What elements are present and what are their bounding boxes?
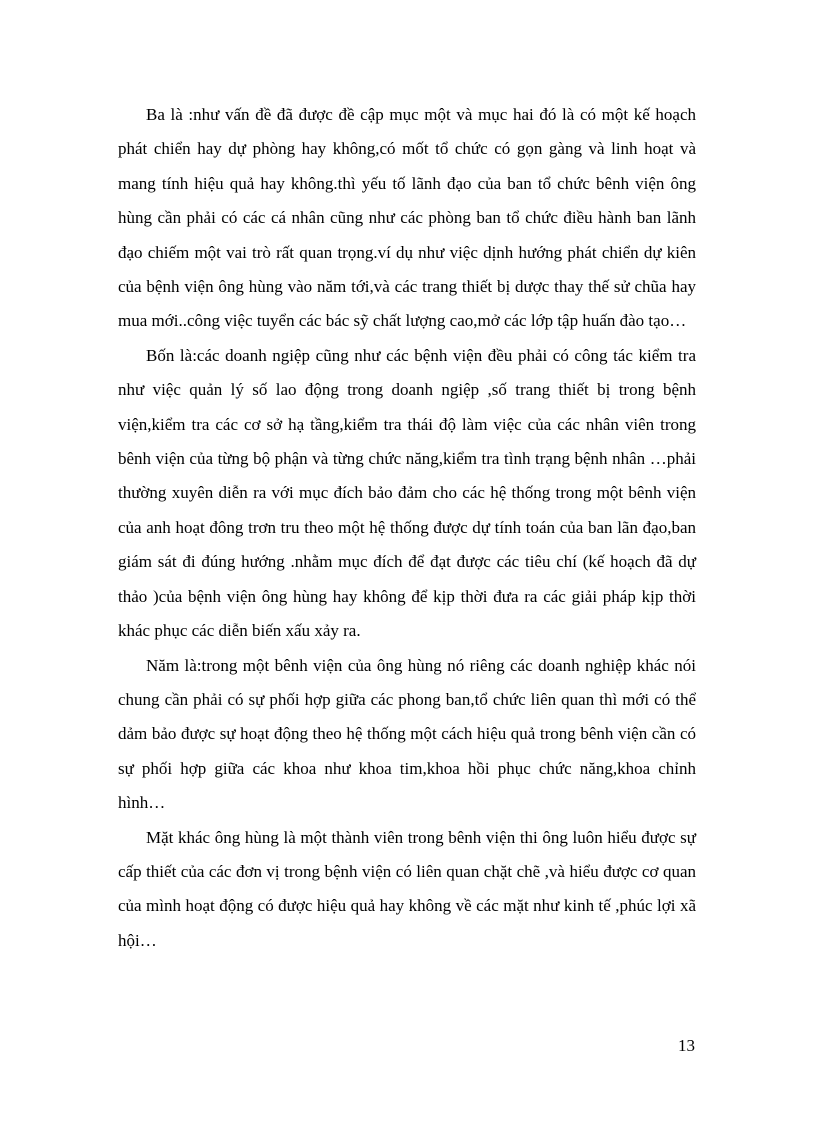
paragraph-ba-la: Ba là :như vấn đề đã được đề cập mục một và mục hai đó là có một kế hoạch phát chiển hay dự phòng hay không,có mốt tổ chức có gọn gàng và linh hoạt và mang tính hiệu quả hay không.thì yếu tố lãnh đạo của ban tổ chức bênh viện ông hùng cần phải có các cá nhân cũng như các phòng ban tổ chức điều hành ban lãnh đạo chiếm một vai trò rất quan trọng.ví dụ như việc dịnh hướng phát chiển dự kiên của bệnh viện ông hùng vào năm tới,và các trang thiết bị dược thay thế sử chũa hay mua mới..công việc tuyển các bác sỹ chất lượng cao,mở các lớp tập huấn đào tạo… bbox=[118, 105, 696, 331]
paragraph-nam-la: Năm là:trong một bênh viện của ông hùng nó riêng các doanh nghiệp khác nói chung cần phải có sự phối hợp giữa các phong ban,tổ chức liên quan thì mới có thể dảm bảo được sự hoạt động theo hệ thống một cách hiệu quả trong bênh viện cần có sự phối hợp giữa các khoa như khoa tim,khoa hồi phục chức năng,khoa chỉnh hình… bbox=[118, 655, 696, 813]
paragraph-mat-khac: Mặt khác ông hùng là một thành viên trong bênh viện thi ông luôn hiểu được sự cấp thiết của các đơn vị trong bệnh viện có liên quan chặt chẽ ,và hiểu được cơ quan của mình hoạt động có được hiệu quả hay không về các mặt như kinh tế ,phúc lợi xã hội… bbox=[118, 827, 696, 950]
document-page bbox=[118, 98, 696, 958]
page-number: 13 bbox=[678, 1036, 695, 1055]
paragraph-bon-la: Bốn là:các doanh ngiệp cũng như các bệnh viện đều phải có công tác kiểm tra như việc quản lý số lao động trong doanh ngiệp ,số trang thiết bị trong bệnh viện,kiểm tra các cơ sở hạ tầng,kiểm tra thái độ làm việc của các nhân viên trong bênh viện của từng bộ phận và từng chức năng,kiểm tra tình trạng bệnh nhân …phải thường xuyên diễn ra với mục đích bảo đảm cho các hệ thống trong một bênh viện của anh hoạt đông trơn tru theo một hệ thống được dự tính toán của ban lãn đạo,ban giám sát đi đúng hướng .nhằm mục đích để đạt được các tiêu chí (kế hoạch đã dự thảo )của bệnh viện ông hùng hay không để kịp thời đưa ra các giải pháp kịp thời khác phục các diễn biến xấu xảy ra. bbox=[118, 345, 696, 641]
